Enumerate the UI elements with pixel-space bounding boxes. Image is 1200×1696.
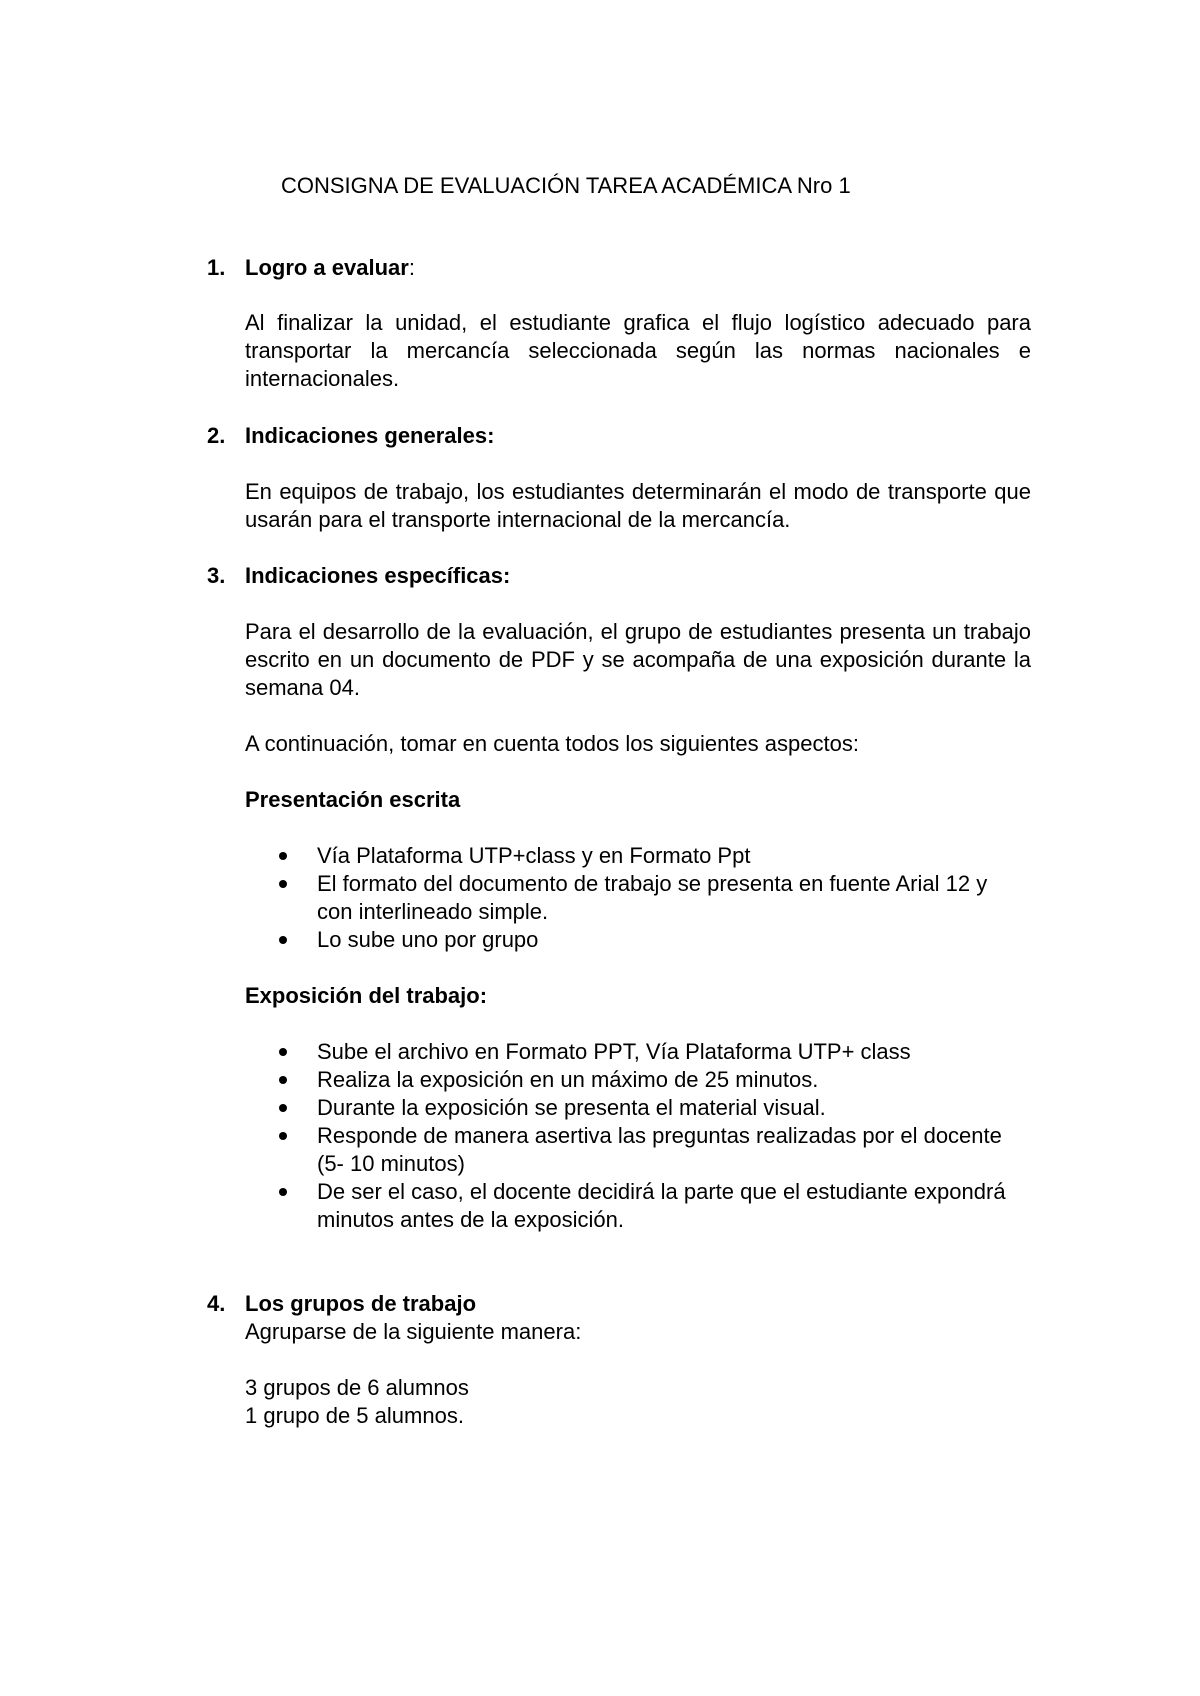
subheading-exposicion: Exposición del trabajo: (245, 983, 488, 1008)
list-item-text: Lo sube uno por grupo (317, 927, 539, 952)
section-paragraph: Al finalizar la unidad, el estudiante grafica el flujo logístico adecuado para transportar la mercancía seleccionada según las normas nacionales e internacionales. (245, 310, 1031, 391)
list-item-text: Vía Plataforma UTP+class y en Formato Ppt (317, 843, 751, 868)
section-number: 4. (207, 1291, 226, 1316)
section-heading (245, 254, 415, 282)
group-line: 1 grupo de 5 alumnos. (245, 1403, 464, 1428)
section-heading-colon: : (408, 255, 415, 280)
group-line: 3 grupos de 6 alumnos (245, 1375, 469, 1400)
list-item (0, 842, 1007, 870)
section-paragraph: En equipos de trabajo, los estudiantes determinarán el modo de transporte que usarán para el transporte internacional de la mercancía. (245, 479, 1031, 532)
section-heading: Indicaciones generales: (245, 423, 495, 448)
section-heading-text: Logro a evaluar (245, 255, 409, 280)
document-title: CONSIGNA DE EVALUACIÓN TAREA ACADÉMICA Nro 1 (281, 173, 851, 198)
section-number: 3. (207, 563, 226, 588)
bullet-icon (279, 1188, 287, 1196)
list-item-text: El formato del documento de trabajo se presenta en fuente Arial 12 y con interlineado simple. (317, 871, 988, 924)
bullet-icon (279, 936, 287, 944)
list-item (0, 1178, 1007, 1234)
section-heading: Indicaciones específicas: (245, 563, 511, 588)
bullet-list-exposicion (0, 1038, 1200, 1234)
list-item (0, 1122, 1007, 1178)
section-intro: Agruparse de la siguiente manera: (245, 1319, 582, 1344)
list-item (0, 1066, 1007, 1094)
list-item (0, 870, 1007, 926)
list-item-text: Sube el archivo en Formato PPT, Vía Plataforma UTP+ class (317, 1039, 911, 1064)
bullet-icon (279, 880, 287, 888)
list-item (0, 926, 1007, 954)
section-paragraph: A continuación, tomar en cuenta todos los siguientes aspectos: (245, 731, 859, 756)
subheading-presentacion-escrita: Presentación escrita (245, 787, 461, 812)
bullet-icon (279, 1132, 287, 1140)
bullet-icon (279, 1104, 287, 1112)
section-number: 2. (207, 423, 226, 448)
section-number: 1. (207, 255, 226, 280)
bullet-icon (279, 1048, 287, 1056)
bullet-icon (279, 852, 287, 860)
section-paragraph: Para el desarrollo de la evaluación, el grupo de estudiantes presenta un trabajo escrito en un documento de PDF y se acompaña de una exposición durante la semana 04. (245, 619, 1031, 700)
list-item-text: De ser el caso, el docente decidirá la parte que el estudiante expondrá minutos antes de la exposición. (317, 1179, 1006, 1232)
list-item-text: Realiza la exposición en un máximo de 25 minutos. (317, 1067, 819, 1092)
list-item (0, 1038, 1007, 1066)
list-item-text: Responde de manera asertiva las preguntas realizadas por el docente (5- 10 minutos) (317, 1123, 1002, 1176)
section-heading: Los grupos de trabajo (245, 1291, 477, 1316)
bullet-icon (279, 1076, 287, 1084)
bullet-list-presentacion (0, 842, 1200, 954)
list-item-text: Durante la exposición se presenta el material visual. (317, 1095, 826, 1120)
list-item (0, 1094, 1007, 1122)
